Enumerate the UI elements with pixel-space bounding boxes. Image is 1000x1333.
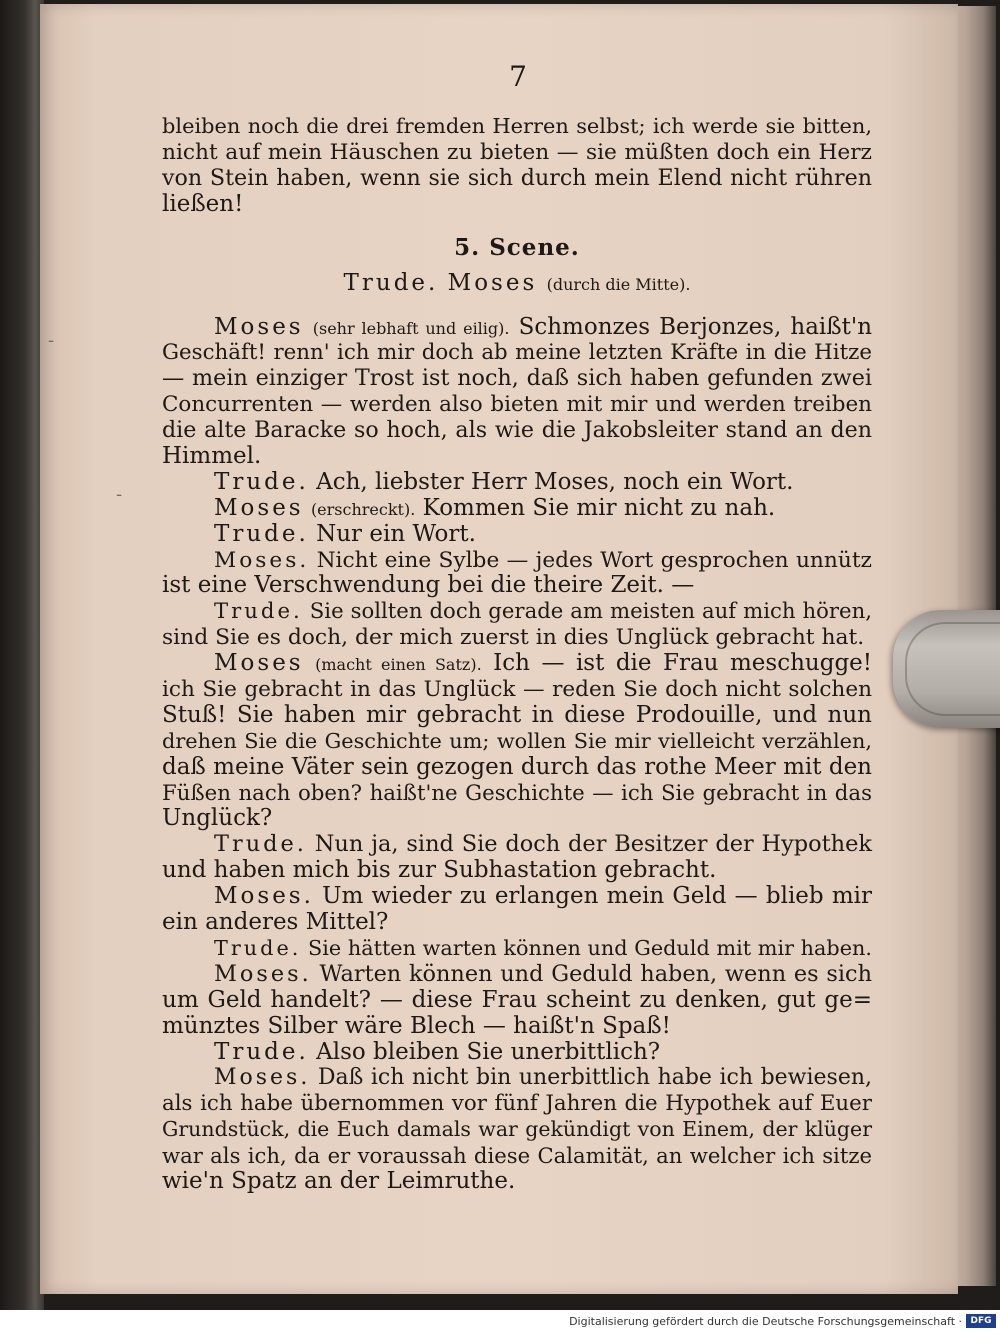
speech-text: Warten können und Geduld haben, wenn es sich <box>319 960 872 987</box>
text-line: Unglück? <box>162 805 273 832</box>
speaker: Trude. <box>214 1038 309 1065</box>
page-clip-tab <box>893 610 1000 728</box>
footer-bar <box>0 1310 1000 1333</box>
speech-line <box>162 496 872 522</box>
speech-line <box>162 884 872 910</box>
cast-trude: Trude. <box>343 269 439 296</box>
text-line: ich Sie gebracht in das Unglück — reden Sie doch nicht solchen <box>162 677 872 703</box>
text-line: — mein einziger Trost ist noch, daß sich haben gefunden zwei <box>162 365 872 392</box>
scene-heading: 5. Scene. <box>454 233 580 261</box>
text-line: nicht auf mein Häuschen zu bieten — sie müßten doch ein Herz <box>162 139 872 165</box>
speech-line <box>162 962 872 988</box>
speaker: Moses <box>214 313 304 340</box>
funding-credit: Digitalisierung gefördert durch die Deutsche Forschungsgemeinschaft · <box>569 1315 962 1328</box>
speech-text: Sie hätten warten können und Geduld mit mir haben. <box>308 935 872 960</box>
text-line: war als ich, da er voraussah diese Calamität, an welcher ich sitze <box>162 1143 872 1169</box>
speech-text: Ach, liebster Herr Moses, noch ein Wort. <box>316 468 794 495</box>
speaker: Moses. <box>214 960 312 987</box>
text-line: ist eine Verschwendung bei die theire Zeit. — <box>162 572 695 599</box>
speech-text: Nur ein Wort. <box>316 520 476 547</box>
speaker: Moses <box>214 650 304 677</box>
speech-line <box>162 936 872 962</box>
speech-line <box>162 832 872 858</box>
speaker: Trude. <box>214 831 307 858</box>
text-line: von Stein haben, wenn sie sich durch mein Elend nicht rühren <box>162 164 872 191</box>
speaker: Moses. <box>214 1065 311 1091</box>
speech-line <box>162 1065 872 1091</box>
text-line: ließen! <box>162 190 244 217</box>
text-line: Grundstück, die Euch damals war gekündigt von Einem, der klüger <box>162 1117 872 1142</box>
speech-line <box>162 548 872 574</box>
text-line: und haben mich bis zur Subhastation gebracht. <box>162 857 717 884</box>
stage-direction: (macht einen Satz). <box>315 655 482 675</box>
text-line: Stuß! Sie haben mir gebracht in diese Prodouille, und nun <box>162 701 872 728</box>
cast-moses: Moses <box>447 269 538 296</box>
speaker: Trude. <box>214 935 302 960</box>
page-number: 7 <box>509 60 527 93</box>
text-line: die alte Baracke so hoch, als wie die Jakobsleiter stand an den <box>162 417 872 444</box>
text-line: Füßen nach oben? haißt'ne Geschichte — ich Sie gebracht in das <box>162 780 872 806</box>
speech-text: Schmonzes Berjonzes, haißt'n <box>518 313 873 340</box>
speech-text: Kommen Sie mir nicht zu nah. <box>422 494 776 521</box>
text-line: Himmel. <box>162 443 262 470</box>
speech-line <box>162 315 872 341</box>
text-line: ein anderes Mittel? <box>162 909 389 936</box>
speech-text: Daß ich nicht bin unerbittlich habe ich bewiesen, <box>317 1065 872 1091</box>
text-line: als ich habe übernommen vor fünf Jahren die Hypothek auf Euer <box>162 1091 872 1117</box>
speaker: Trude. <box>214 599 303 625</box>
text-line: wie'n Spatz an der Leimruthe. <box>162 1167 516 1194</box>
speech-text: Um wieder zu erlangen mein Geld — blieb mir <box>322 883 872 910</box>
speaker: Moses. <box>214 547 310 573</box>
speech-text: Nicht eine Sylbe — jedes Wort gesprochen unnütz <box>316 547 872 573</box>
text-line: Concurrenten — werden also bieten mit mir und werden treiben <box>162 392 872 418</box>
speaker: Moses <box>214 494 304 521</box>
text-line: bleiben noch die drei fremden Herren selbst; ich werde sie bitten, <box>162 114 872 138</box>
text-line: münztes Silber wäre Blech — haißt'n Spaß! <box>162 1012 671 1039</box>
speech-text: Sie sollten doch gerade am meisten auf mich hören, <box>309 599 872 625</box>
speech-text: Ich — ist die Frau meschugge! <box>493 650 873 677</box>
dfg-logo: DFG <box>966 1314 996 1328</box>
speech-text: Also bleiben Sie unerbittlich? <box>316 1038 661 1065</box>
speech-line <box>162 1040 872 1066</box>
speaker: Trude. <box>214 520 309 547</box>
stage-direction: (sehr lebhaft und eilig). <box>312 318 510 338</box>
speech-line <box>162 651 872 677</box>
stage-direction: (durch die Mitte). <box>546 274 691 294</box>
text-line: daß meine Väter sein gezogen durch das rothe Meer mit den <box>162 753 872 780</box>
page-text <box>162 114 872 1195</box>
margin-mark: - <box>48 330 55 351</box>
text-line: um Geld handelt? — diese Frau scheint zu denken, gut ge= <box>162 986 872 1013</box>
speech-line <box>162 470 872 496</box>
speech-line <box>162 522 872 548</box>
text-line: sind Sie es doch, der mich zuerst in dies Unglück gebracht hat. <box>162 625 865 651</box>
book-cover-left <box>0 0 44 1310</box>
speaker: Moses. <box>214 883 314 910</box>
speech-line <box>162 599 872 625</box>
scene-cast <box>162 271 872 305</box>
margin-mark: - <box>116 484 123 505</box>
speaker: Trude. <box>214 468 309 495</box>
speech-text: Nun ja, sind Sie doch der Besitzer der Hypothek <box>314 831 872 858</box>
text-line: Geschäft! renn' ich mir doch ab meine letzten Kräfte in die Hitze <box>162 340 872 366</box>
text-line: drehen Sie die Geschichte um; wollen Sie mir vielleicht verzählen, <box>162 728 872 753</box>
stage-direction: (erschreckt). <box>310 499 416 519</box>
